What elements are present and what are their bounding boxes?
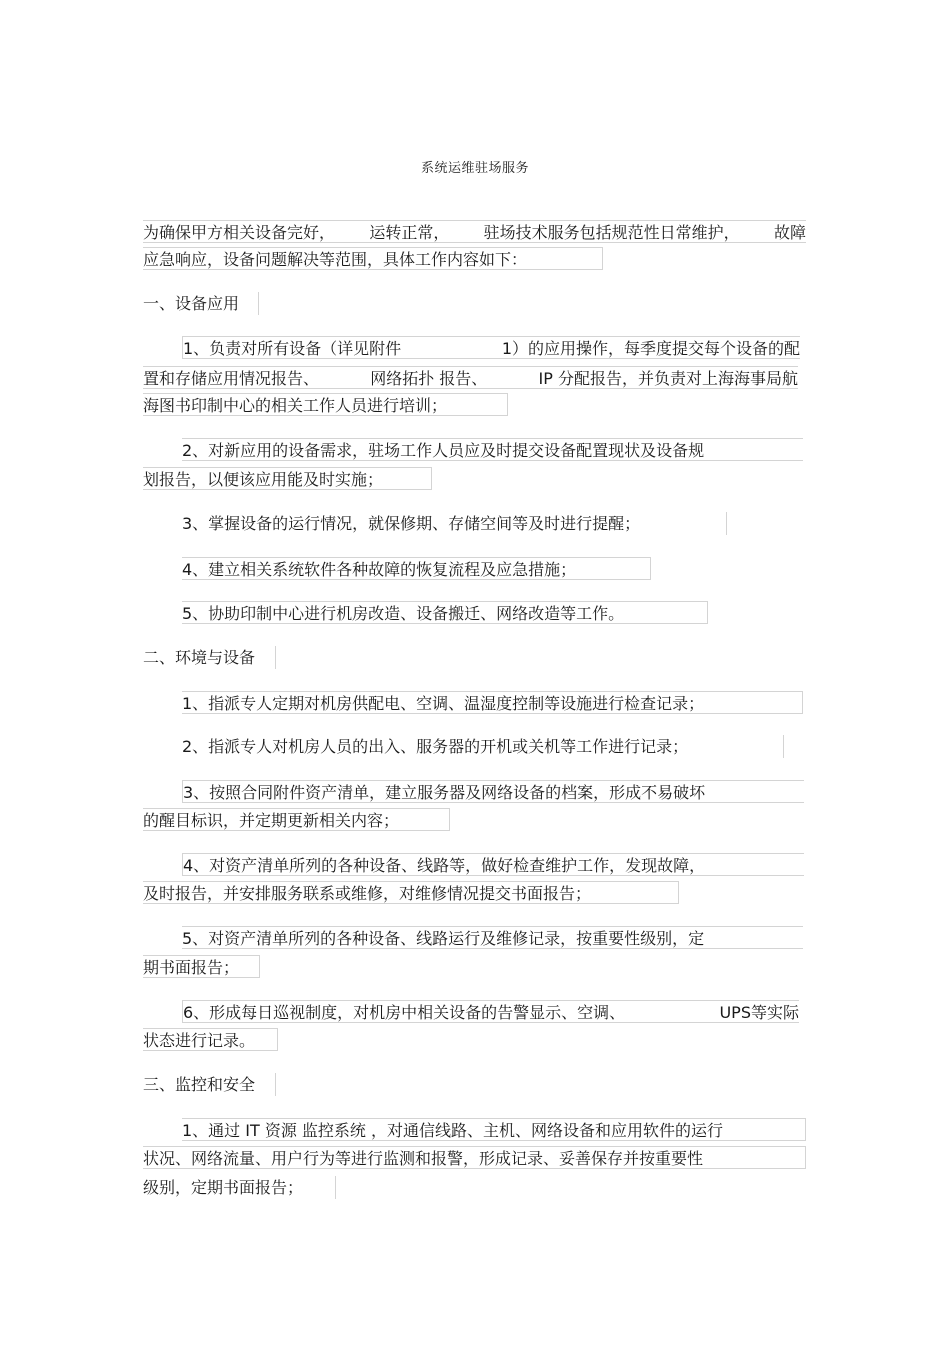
intro-segment: 运转正常， xyxy=(369,223,450,242)
text-segment: 1、负责对所有设备（详见附件 xyxy=(183,339,402,358)
s1-item3: 3、掌握设备的运行情况，就保修期、存储空间等及时进行提醒； xyxy=(182,512,727,535)
section-1-heading: 一、设备应用 xyxy=(143,292,259,315)
intro-line-2: 应急响应，设备问题解决等范围，具体工作内容如下： xyxy=(143,247,603,270)
intro-line-1 xyxy=(143,220,806,243)
s2-item6-line-1 xyxy=(182,1000,799,1023)
s1-item1-line-2 xyxy=(143,366,798,389)
text-segment: 网络拓扑 报告、 xyxy=(370,369,488,388)
s3-item1-line-3: 级别，定期书面报告； xyxy=(143,1176,336,1199)
s2-item3-line-2: 的醒目标识，并定期更新相关内容； xyxy=(143,808,450,831)
intro-segment: 驻场技术服务包括规范性日常维护， xyxy=(483,223,740,242)
s3-item1-line-2: 状况、网络流量、用户行为等进行监测和报警，形成记录、妥善保存并按重要性 xyxy=(143,1146,806,1169)
s2-item1: 1、指派专人定期对机房供配电、空调、温湿度控制等设施进行检查记录； xyxy=(182,691,803,714)
section-2-heading: 二、环境与设备 xyxy=(143,646,276,669)
s2-item6-line-2: 状态进行记录。 xyxy=(143,1028,278,1051)
text-segment: 1）的应用操作，每季度提交每个设备的配 xyxy=(501,339,800,358)
s2-item4-line-1: 4、对资产清单所列的各种设备、线路等，做好检查维护工作，发现故障， xyxy=(182,853,804,876)
s1-item1-line-3: 海图书印制中心的相关工作人员进行培训； xyxy=(143,393,508,416)
s1-item2-line-1: 2、对新应用的设备需求，驻场工作人员应及时提交设备配置现状及设备规 xyxy=(182,438,803,461)
s2-item4-line-2: 及时报告，并安排服务联系或维修，对维修情况提交书面报告； xyxy=(143,881,679,904)
s1-item1-line-1 xyxy=(182,336,800,359)
text-segment: 6、形成每日巡视制度，对机房中相关设备的告警显示、空调、 xyxy=(183,1003,626,1022)
section-3-heading: 三、监控和安全 xyxy=(143,1073,276,1096)
s2-item5-line-1: 5、对资产清单所列的各种设备、线路运行及维修记录，按重要性级别，定 xyxy=(182,926,803,949)
page-title: 系统运维驻场服务 xyxy=(420,161,529,176)
s2-item2: 2、指派专人对机房人员的出入、服务器的开机或关机等工作进行记录； xyxy=(182,735,784,758)
intro-segment: 为确保甲方相关设备完好， xyxy=(143,223,336,242)
s3-item1-line-1: 1、通过 IT 资源 监控系统 ，对通信线路、主机、网络设备和应用软件的运行 xyxy=(182,1118,806,1141)
s2-item5-line-2: 期书面报告； xyxy=(143,955,260,978)
s2-item3-line-1: 3、按照合同附件资产清单，建立服务器及网络设备的档案，形成不易破坏 xyxy=(182,780,804,803)
s1-item2-line-2: 划报告，以便该应用能及时实施； xyxy=(143,467,432,490)
s1-item4: 4、建立相关系统软件各种故障的恢复流程及应急措施； xyxy=(182,557,651,580)
text-segment: UPS等实际 xyxy=(719,1003,799,1022)
s1-item5: 5、协助印制中心进行机房改造、设备搬迁、网络改造等工作。 xyxy=(182,601,708,624)
text-segment: 置和存储应用情况报告、 xyxy=(143,369,320,388)
intro-segment: 故障 xyxy=(773,223,806,242)
text-segment: IP 分配报告，并负责对上海海事局航 xyxy=(538,369,798,388)
